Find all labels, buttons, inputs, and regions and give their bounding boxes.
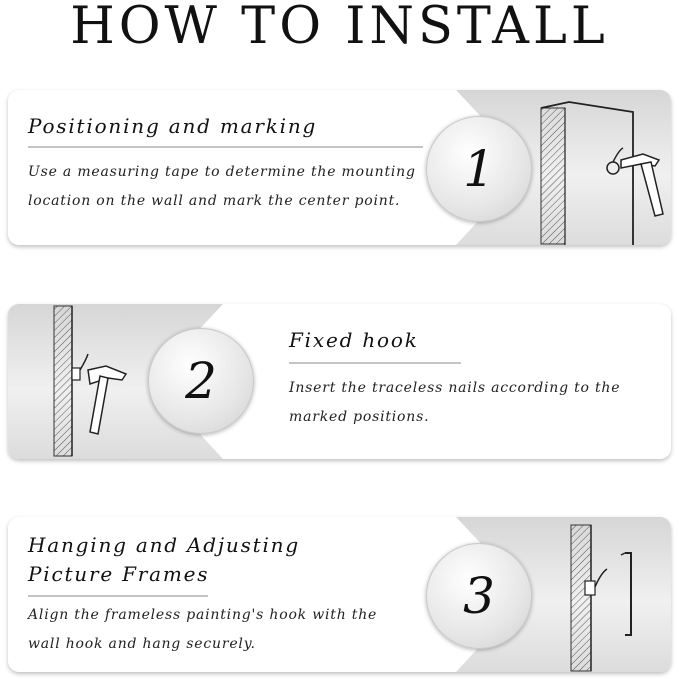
step-card-1: [8, 90, 671, 245]
step-description: Use a measuring tape to determine the mounting location on the wall and mark the center point.: [28, 164, 416, 209]
divider: [28, 146, 423, 148]
step-description: Align the frameless painting's hook with the wall hook and hang securely.: [28, 607, 378, 652]
step-title: Hanging and Adjusting Picture Frames: [28, 533, 300, 586]
wall-nail-hammer-icon: [38, 304, 148, 459]
step-number-badge: 1: [426, 116, 532, 222]
step-number-badge: 2: [148, 328, 254, 434]
step-title: Fixed hook: [289, 328, 419, 352]
page-title: HOW TO INSTALL: [70, 0, 609, 56]
divider: [289, 362, 461, 364]
step-number-badge: 3: [426, 543, 532, 649]
step-description: Insert the traceless nails according to the marked positions.: [289, 380, 621, 425]
wall-hook-frame-icon: [563, 517, 671, 672]
step-card-3: [8, 517, 671, 672]
step-title: Positioning and marking: [28, 114, 318, 138]
divider: [28, 595, 208, 597]
wall-hook-hammer-icon: [533, 90, 671, 245]
step-card-2: [8, 304, 671, 459]
